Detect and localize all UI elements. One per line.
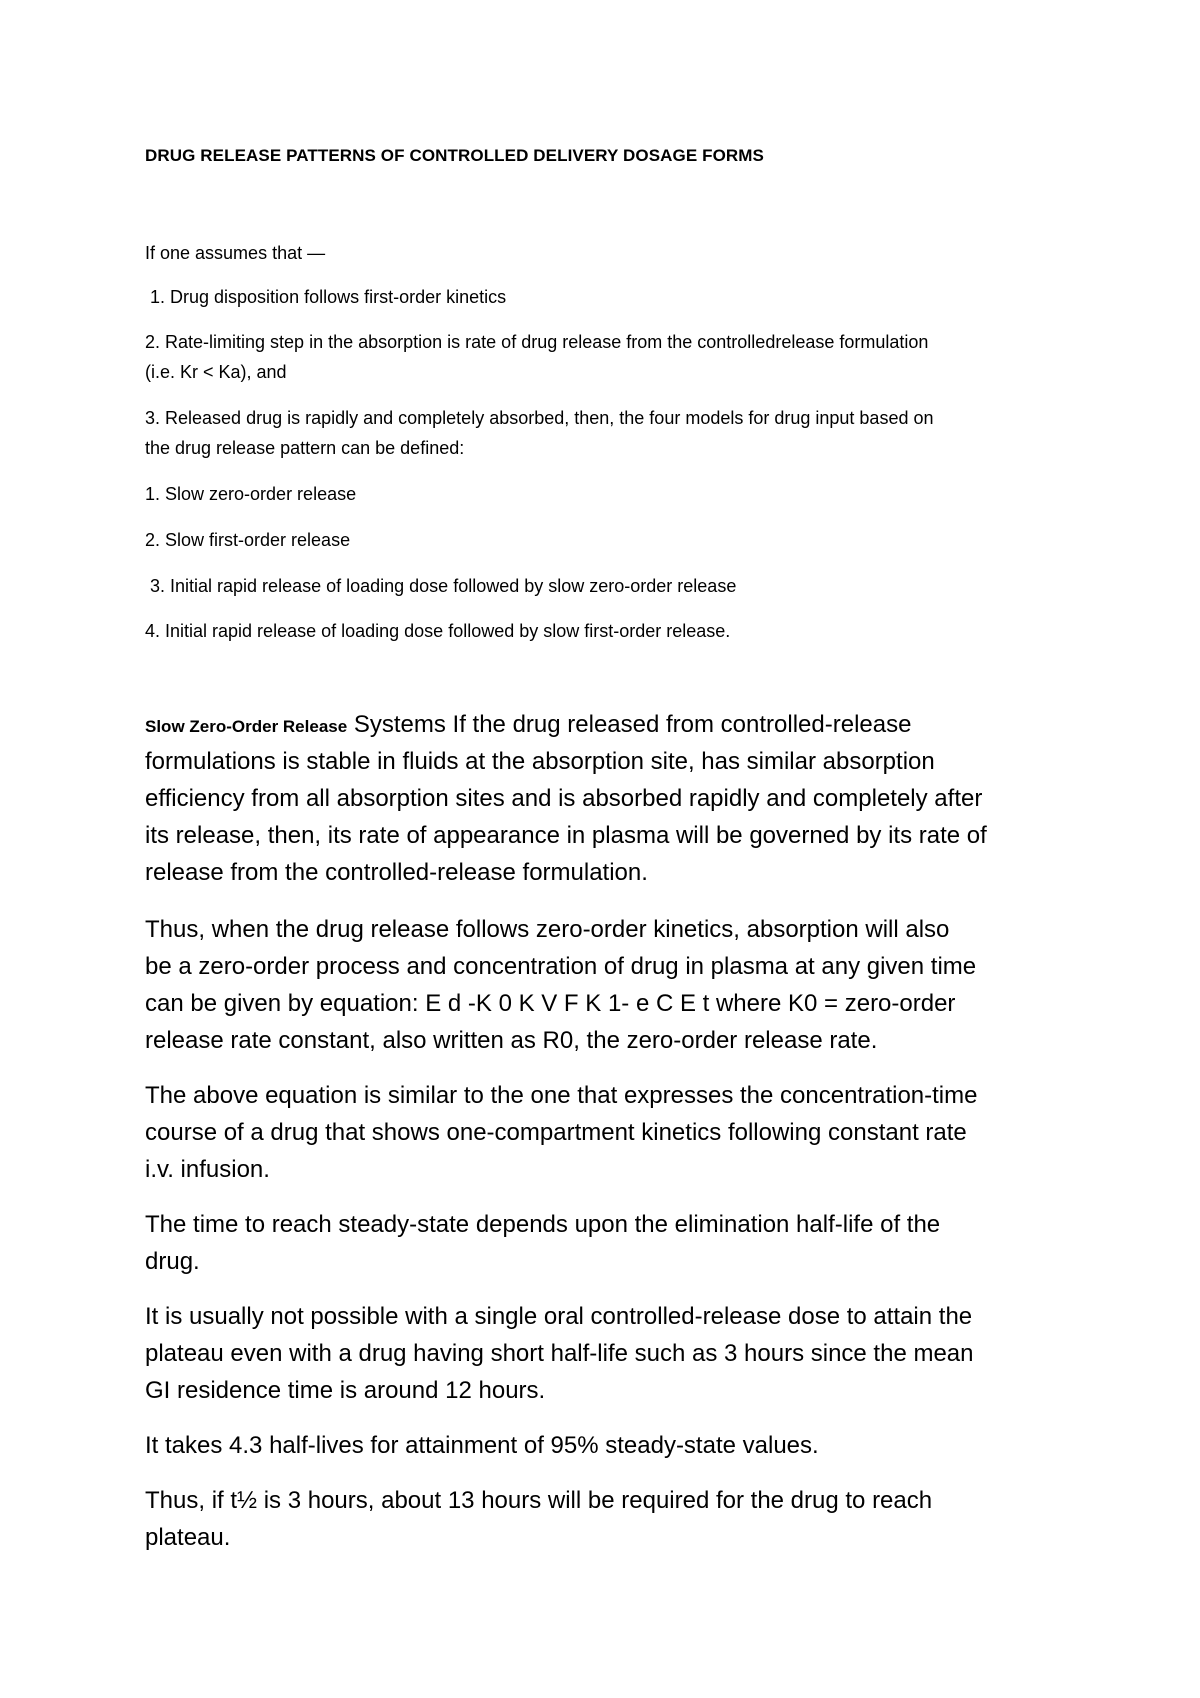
section-heading: Slow Zero-Order Release bbox=[145, 717, 348, 736]
body-line: its release, then, its rate of appearance in plasma will be governed by its rate of bbox=[145, 822, 987, 849]
assumption-2: 2. Rate-limiting step in the absorption is rate of drug release from the controlledrelease formulation bbox=[145, 332, 929, 352]
body-line: drug. bbox=[145, 1248, 200, 1275]
section-first-line bbox=[145, 706, 911, 745]
body-line: formulations is stable in fluids at the absorption site, has similar absorption bbox=[145, 748, 935, 775]
body-line: GI residence time is around 12 hours. bbox=[145, 1377, 546, 1404]
body-line: plateau. bbox=[145, 1524, 231, 1551]
body-line: plateau even with a drug having short half-life such as 3 hours since the mean bbox=[145, 1340, 974, 1367]
body-line: It is usually not possible with a single oral controlled-release dose to attain the bbox=[145, 1303, 973, 1330]
body-line: be a zero-order process and concentration of drug in plasma at any given time bbox=[145, 953, 977, 980]
assumption-1: 1. Drug disposition follows first-order kinetics bbox=[150, 287, 507, 307]
model-1: 1. Slow zero-order release bbox=[145, 484, 357, 504]
body-line: release rate constant, also written as R0, the zero-order release rate. bbox=[145, 1027, 878, 1054]
body-line: It takes 4.3 half-lives for attainment of 95% steady-state values. bbox=[145, 1432, 819, 1459]
assumption-3: 3. Released drug is rapidly and completely absorbed, then, the four models for drug input based on bbox=[145, 408, 934, 428]
body-line: The time to reach steady-state depends upon the elimination half-life of the bbox=[145, 1211, 941, 1238]
body-line: can be given by equation: E d -K 0 K V F K 1- e C E t where K0 = zero-order bbox=[145, 990, 956, 1017]
body-line: Thus, if t½ is 3 hours, about 13 hours will be required for the drug to reach bbox=[145, 1487, 933, 1514]
body-line: The above equation is similar to the one that expresses the concentration-time bbox=[145, 1082, 978, 1109]
document-title: DRUG RELEASE PATTERNS OF CONTROLLED DELIVERY DOSAGE FORMS bbox=[145, 146, 764, 165]
body-line: efficiency from all absorption sites and is absorbed rapidly and completely after bbox=[145, 785, 983, 812]
body-line: release from the controlled-release formulation. bbox=[145, 859, 648, 886]
model-3: 3. Initial rapid release of loading dose followed by slow zero-order release bbox=[150, 576, 737, 596]
intro-text: If one assumes that — bbox=[145, 243, 326, 263]
assumption-3-continued: the drug release pattern can be defined: bbox=[145, 438, 465, 458]
model-2: 2. Slow first-order release bbox=[145, 530, 351, 550]
body-line: i.v. infusion. bbox=[145, 1156, 270, 1183]
section-lead-text: Systems If the drug released from controlled-release bbox=[347, 711, 912, 738]
body-line: Thus, when the drug release follows zero-order kinetics, absorption will also bbox=[145, 916, 950, 943]
assumption-2-continued: (i.e. Kr < Ka), and bbox=[145, 362, 287, 382]
model-4: 4. Initial rapid release of loading dose followed by slow first-order release. bbox=[145, 621, 731, 641]
body-line: course of a drug that shows one-compartment kinetics following constant rate bbox=[145, 1119, 967, 1146]
